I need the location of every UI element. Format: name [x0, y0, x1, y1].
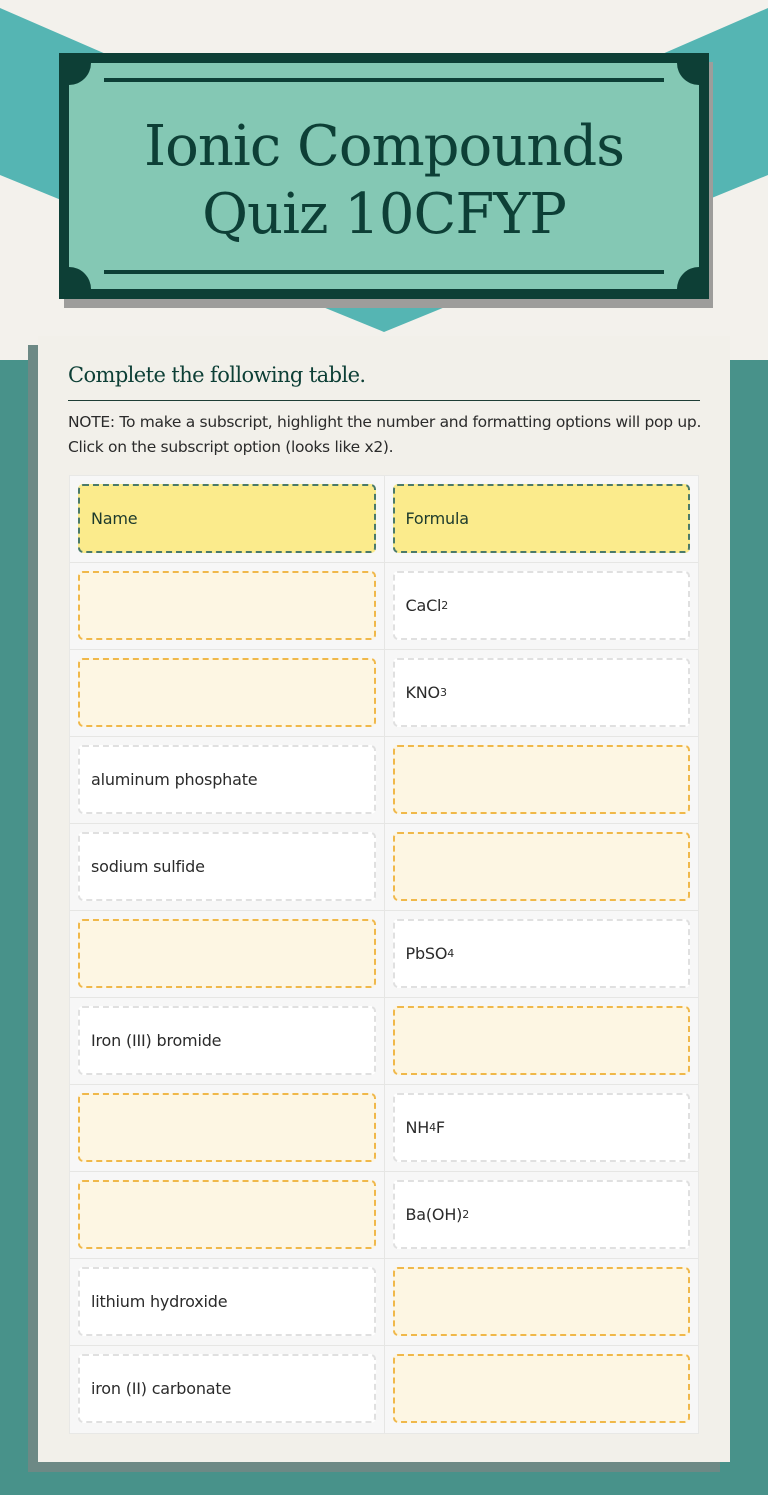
- table-row: [70, 911, 698, 998]
- name-answer-input[interactable]: [78, 658, 376, 727]
- formula-cell: PbSO 4: [393, 919, 691, 988]
- corner-ornament: [677, 63, 699, 85]
- formula-cell: KNO 3: [393, 658, 691, 727]
- table-row: [70, 1259, 698, 1346]
- heading-divider: [68, 400, 700, 401]
- formula-cell: NH 4 F: [393, 1093, 691, 1162]
- corner-ornament: [69, 63, 91, 85]
- name-answer-input[interactable]: [78, 919, 376, 988]
- table-row: [70, 998, 698, 1085]
- formula-answer-input[interactable]: [393, 1267, 691, 1336]
- question-heading: Complete the following table.: [68, 363, 366, 387]
- table-row: [70, 1085, 698, 1172]
- table-row: [70, 824, 698, 911]
- table-row: [70, 1346, 698, 1433]
- formula-text: KNO: [405, 683, 440, 702]
- table-row: [70, 563, 698, 650]
- header-cell-formula: Formula: [393, 484, 691, 553]
- table-row: [70, 1172, 698, 1259]
- compounds-table: [69, 475, 699, 1434]
- formula-answer-input[interactable]: [393, 1006, 691, 1075]
- table-row: [70, 737, 698, 824]
- formula-answer-input[interactable]: [393, 832, 691, 901]
- page-title: [69, 113, 699, 249]
- formula-tail: F: [435, 1118, 445, 1137]
- formula-cell: Ba(OH) 2: [393, 1180, 691, 1249]
- corner-ornament: [677, 267, 699, 289]
- name-cell: Iron (III) bromide: [78, 1006, 376, 1075]
- worksheet-card: [38, 336, 730, 1462]
- title-rule-bottom: [104, 270, 664, 274]
- title-banner: [59, 53, 709, 299]
- table-row: [70, 650, 698, 737]
- formula-text: Ba(OH): [405, 1205, 463, 1224]
- header-cell-name: Name: [78, 484, 376, 553]
- name-cell: lithium hydroxide: [78, 1267, 376, 1336]
- name-cell: iron (II) carbonate: [78, 1354, 376, 1423]
- formula-cell: CaCl 2: [393, 571, 691, 640]
- name-answer-input[interactable]: [78, 1180, 376, 1249]
- formula-text: CaCl: [405, 596, 442, 615]
- subscript-note: NOTE: To make a subscript, highlight the number and formatting options will pop up. Click on the subscript option (looks like x2).: [68, 413, 702, 456]
- title-line-2: Quiz 10CFYP: [202, 182, 566, 247]
- name-cell: aluminum phosphate: [78, 745, 376, 814]
- formula-text: NH: [405, 1118, 430, 1137]
- formula-answer-input[interactable]: [393, 745, 691, 814]
- name-answer-input[interactable]: [78, 571, 376, 640]
- title-rule-top: [104, 78, 664, 82]
- title-line-1: Ionic Compounds: [144, 114, 624, 179]
- formula-answer-input[interactable]: [393, 1354, 691, 1423]
- formula-text: PbSO: [405, 944, 448, 963]
- table-header-row: [70, 476, 698, 563]
- name-answer-input[interactable]: [78, 1093, 376, 1162]
- name-cell: sodium sulfide: [78, 832, 376, 901]
- corner-ornament: [69, 267, 91, 289]
